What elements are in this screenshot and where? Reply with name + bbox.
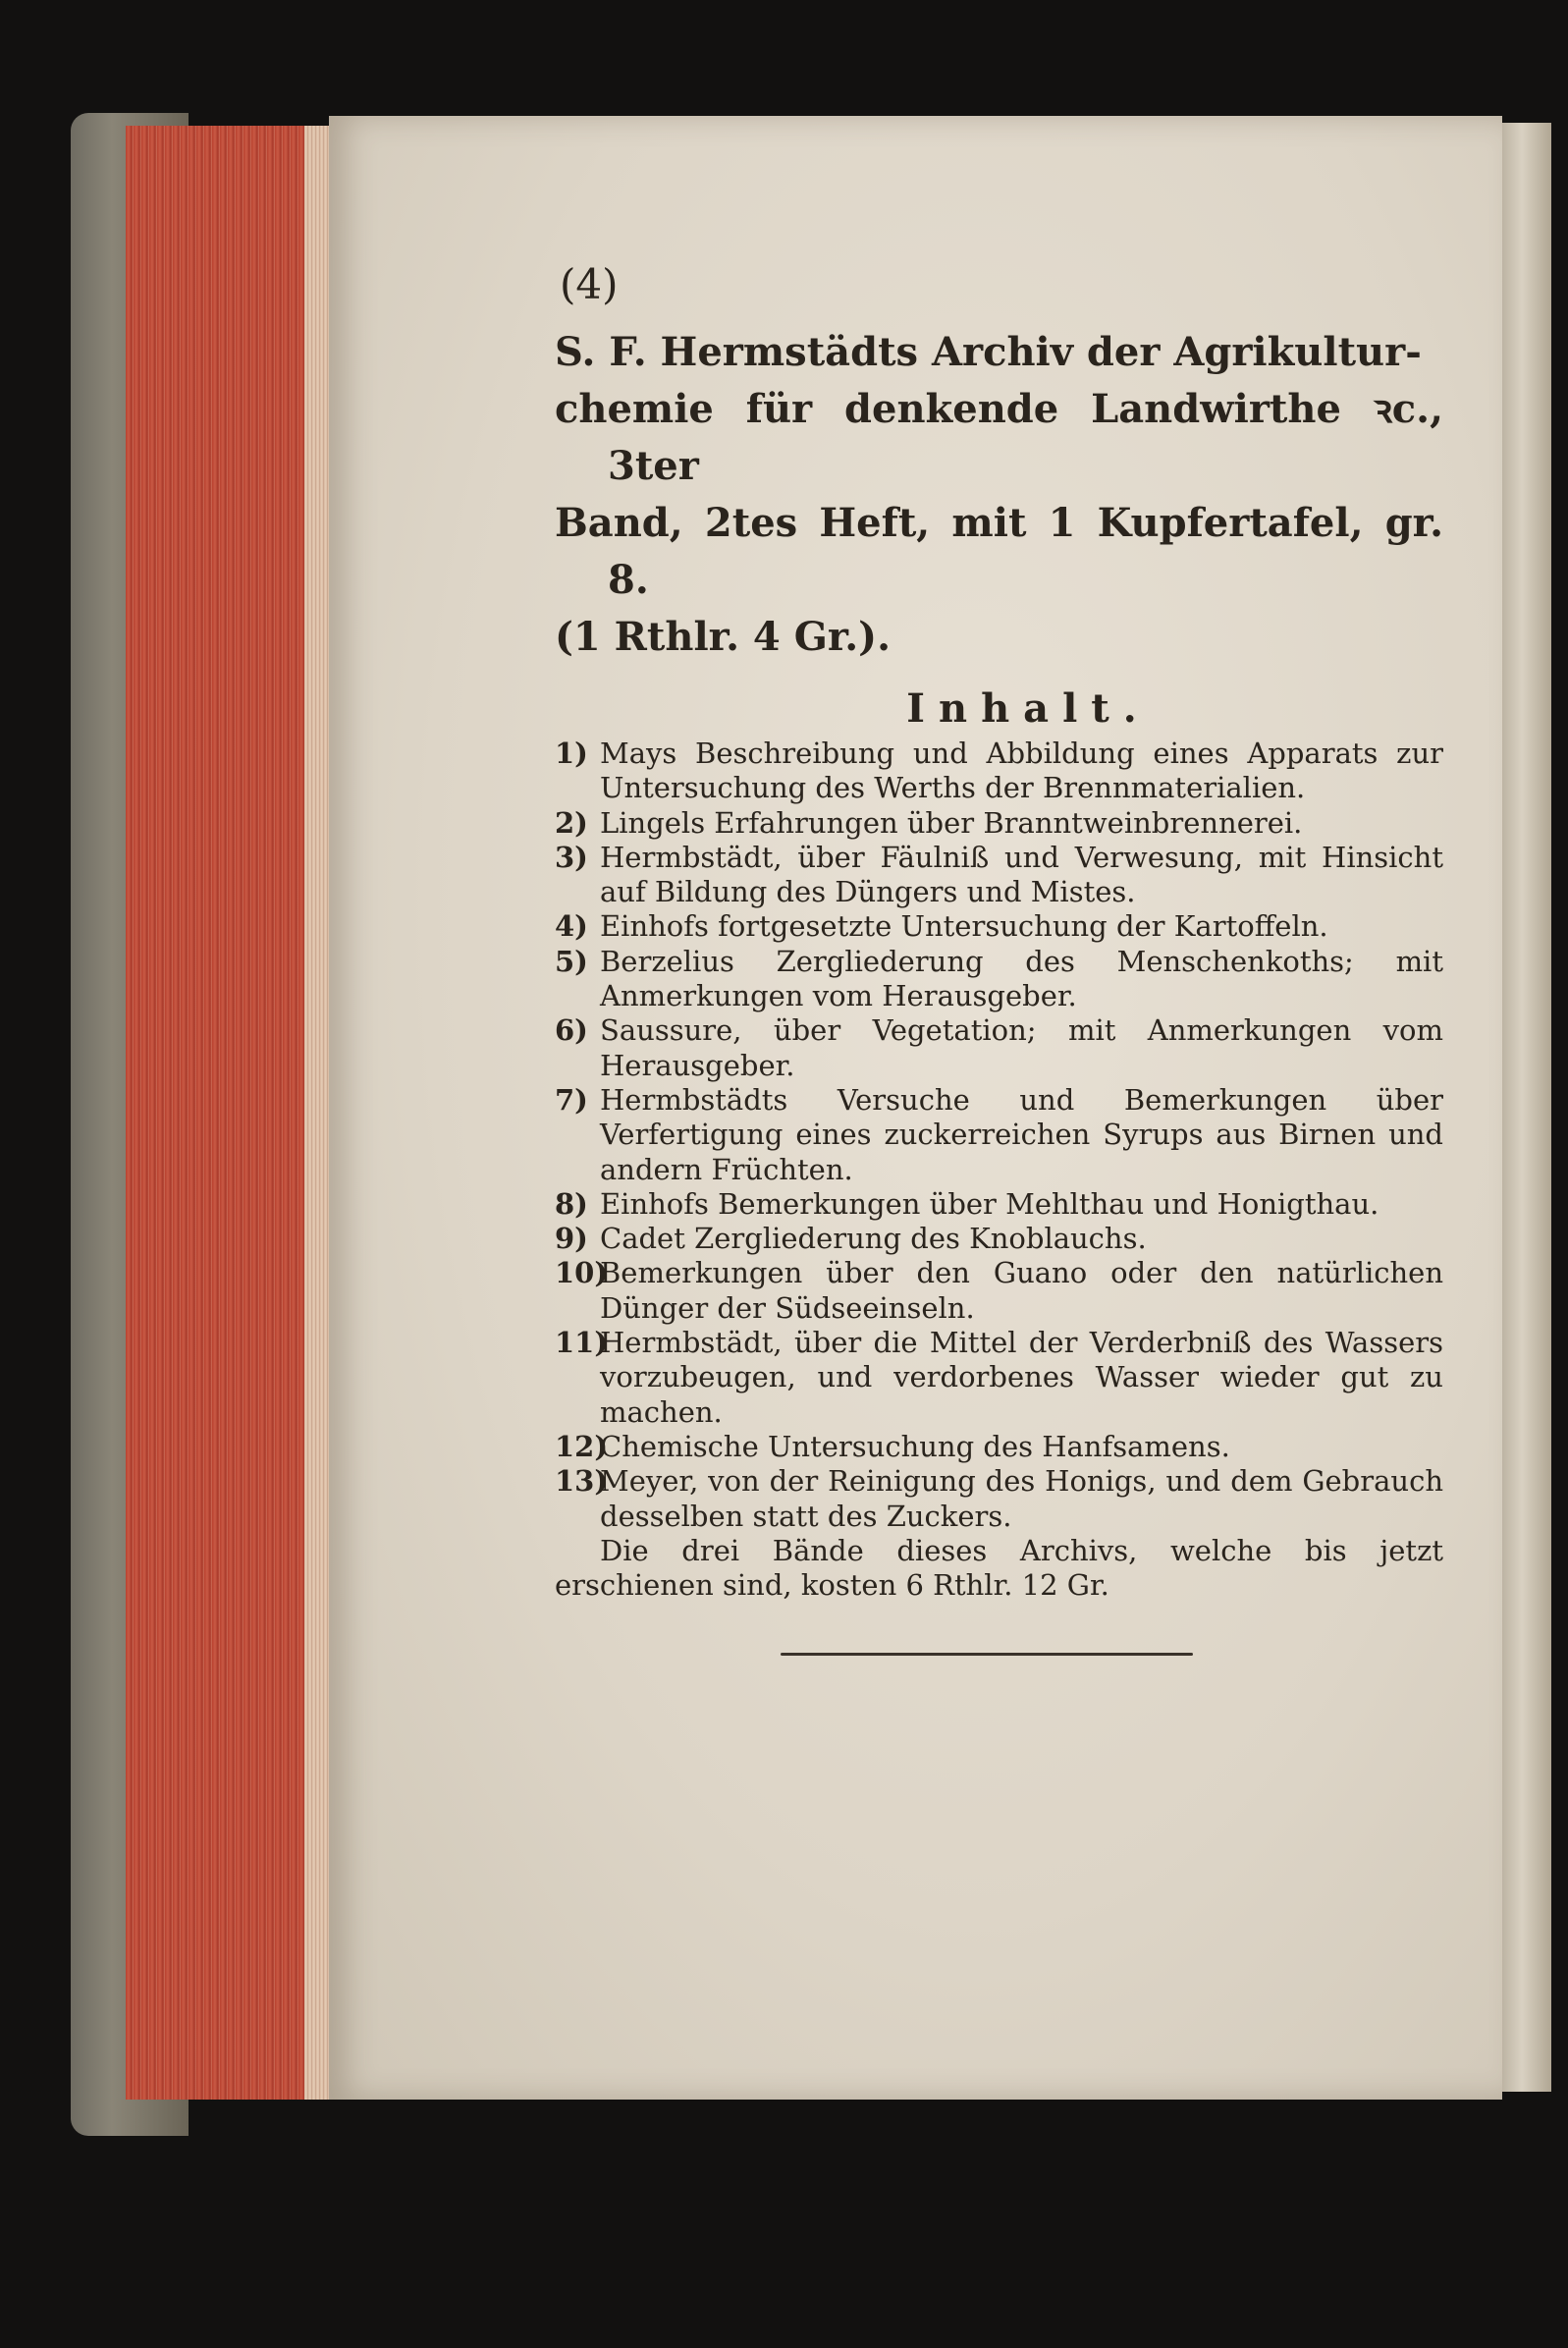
entry-number: 8) (555, 1186, 588, 1221)
entry-number: 6) (555, 1013, 588, 1048)
entry-text: Berzelius Zergliederung des Menschenkoths; mit Anmerkungen vom Herausgeber. (600, 944, 1443, 1013)
closing-rule (781, 1653, 1193, 1656)
title-line: (1 Rthlr. 4 Gr.). (555, 614, 892, 660)
entry-number: 7) (555, 1082, 588, 1117)
facing-page-edge (1502, 123, 1551, 2092)
contents-entry (555, 1187, 1443, 1222)
page-number: (4) (560, 260, 619, 308)
entry-number: 9) (555, 1222, 588, 1256)
contents-entry (555, 945, 1443, 1014)
contents-entry (555, 1222, 1443, 1256)
page-text (555, 255, 1443, 1603)
entry-text: Hermbstädts Versuche und Bemerkungen über Verfertigung eines zuckerreichen Syrups aus Birnen und andern Früchten. (600, 1082, 1443, 1186)
entry-number: 11) (555, 1326, 609, 1360)
contents-entry (555, 1464, 1443, 1534)
entry-text: Cadet Zergliederung des Knoblauchs. (600, 1222, 1147, 1256)
book-title (555, 324, 1443, 666)
contents-list (555, 737, 1443, 1534)
closing-note: Die drei Bände dieses Archivs, welche bis jetzt erschienen sind, kosten 6 Rthlr. 12 Gr. (555, 1533, 1443, 1603)
entry-number: 4) (555, 909, 588, 944)
contents-entry (555, 841, 1443, 910)
contents-heading: Inhalt. (906, 685, 1151, 732)
entry-text: Chemische Untersuchung des Hanfsamens. (600, 1429, 1230, 1463)
entry-text: Hermbstädt, über Fäulniß und Verwesung, mit Hinsicht auf Bildung des Düngers und Mistes. (600, 840, 1443, 909)
entry-text: Einhofs fortgesetzte Untersuchung der Kartoffeln. (600, 909, 1328, 944)
contents-entry (555, 1013, 1443, 1083)
title-line: Band, 2tes Heft, mit 1 Kupfertafel, gr. 8. (555, 500, 1443, 603)
contents-entry (555, 1083, 1443, 1187)
entry-number: 12) (555, 1429, 609, 1463)
entry-number: 2) (555, 805, 588, 840)
contents-entry (555, 909, 1443, 944)
entry-text: Hermbstädt, über die Mittel der Verderbniß des Wassers vorzubeugen, und verdorbenes Wasser wieder gut zu machen. (600, 1326, 1443, 1429)
contents-entry (555, 806, 1443, 841)
entry-text: Meyer, von der Reinigung des Honigs, und dem Gebrauch desselben statt des Zuckers. (600, 1464, 1443, 1533)
contents-entry (555, 737, 1443, 806)
entry-number: 10) (555, 1256, 609, 1290)
contents-entry (555, 1430, 1443, 1464)
entry-number: 3) (555, 840, 588, 874)
title-line: S. F. Hermstädts Archiv der Agrikultur- (555, 329, 1422, 375)
entry-number: 13) (555, 1464, 609, 1499)
page-edges (126, 126, 332, 2100)
contents-entry (555, 1326, 1443, 1430)
entry-text: Bemerkungen über den Guano oder den natürlichen Dünger der Südseeinseln. (600, 1256, 1443, 1325)
entry-text: Saussure, über Vegetation; mit Anmerkungen vom Herausgeber. (600, 1013, 1443, 1082)
contents-entry (555, 1256, 1443, 1326)
entry-text: Einhofs Bemerkungen über Mehlthau und Honigthau. (600, 1186, 1379, 1221)
entry-text: Lingels Erfahrungen über Branntweinbrennerei. (600, 805, 1303, 840)
entry-number: 1) (555, 737, 588, 770)
entry-number: 5) (555, 944, 588, 978)
title-line: chemie für denkende Landwirthe ꝛc., 3ter (555, 386, 1443, 489)
entry-text: Mays Beschreibung und Abbildung eines Apparats zur Untersuchung des Werths der Brennmaterialien. (600, 737, 1443, 805)
